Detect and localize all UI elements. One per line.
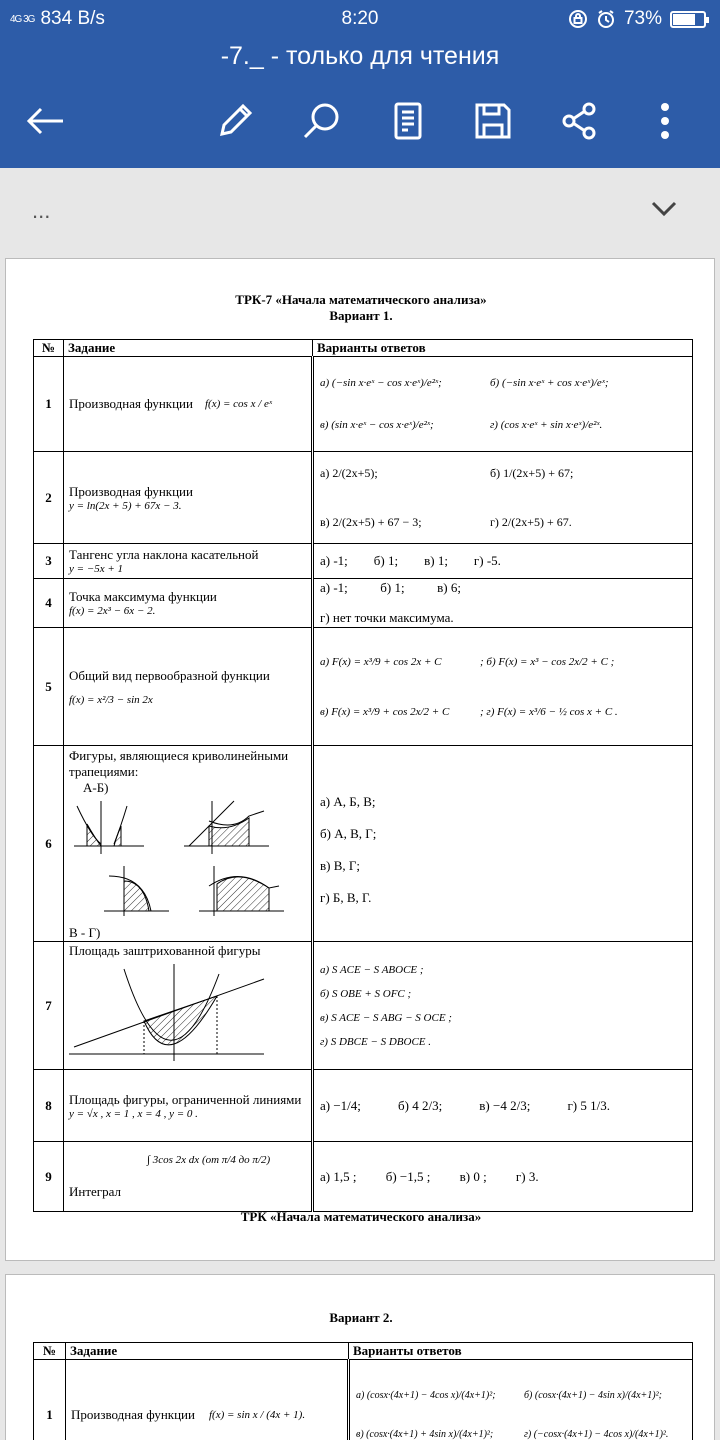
document-icon[interactable] (385, 98, 431, 144)
task-text: Точка максимума функции (69, 589, 217, 604)
task-formula: f(x) = cos x / eˣ (204, 398, 273, 410)
answer-g[interactable]: г) (cos x·eˣ + sin x·eˣ)/e²ˣ. (490, 419, 603, 431)
answer-a[interactable]: а) (−sin x·eˣ − cos x·eˣ)/e²ˣ; (320, 377, 442, 389)
table-row (34, 544, 693, 579)
trapezoid-graphs (69, 796, 304, 921)
answer-v[interactable]: в) (cosx·(4x+1) + 4sin x)/(4x+1)²; (356, 1428, 494, 1440)
page-title: ТРК-7 «Начала математического анализа» (235, 292, 487, 307)
header-task: Задание (64, 340, 313, 357)
answer-b[interactable]: б) (−sin x·eˣ + cos x·eˣ)/eˣ; (490, 377, 609, 389)
answer-options[interactable]: а) -1; б) 1; в) 6; (320, 580, 461, 595)
table-row (34, 942, 693, 1070)
header-num: № (34, 340, 64, 357)
network-speed: 834 B/s (40, 8, 105, 29)
task-text: Общий вид первообразной функции (69, 667, 270, 683)
task-formula: y = ln(2x + 5) + 67x − 3. (69, 499, 182, 512)
task-formula: y = √x , x = 1 , x = 4 , y = 0 . (69, 1107, 198, 1120)
answer-a[interactable]: а) F(x) = x³/9 + cos 2x + C (320, 655, 442, 668)
answer-a[interactable]: а) −1/4; (320, 1097, 361, 1113)
task-text: Площадь заштрихованной фигуры (69, 943, 261, 958)
variant-title: Вариант 1. (329, 308, 393, 323)
status-bar (0, 0, 720, 38)
share-icon[interactable] (556, 98, 602, 144)
document-page-1 (5, 258, 715, 1261)
answer-g[interactable]: г) S DBCE − S DBOCE . (320, 1035, 432, 1048)
task-text: Площадь фигуры, ограниченной линиями (69, 1091, 302, 1107)
figure-label-ab: А-Б) (83, 780, 109, 795)
answer-options[interactable]: а) 1,5 ; б) −1,5 ; в) 0 ; г) 3. (313, 1142, 693, 1212)
task-text: Производная функции (69, 396, 193, 411)
table-row (34, 1070, 693, 1142)
pencil-icon[interactable] (212, 98, 258, 144)
answer-b[interactable]: б) 1/(2x+5) + 67; (490, 465, 574, 480)
variant-title: Вариант 2. (329, 1310, 393, 1325)
save-icon[interactable] (470, 98, 516, 144)
figure-label-vg: В - Г) (69, 925, 101, 940)
page-footer: ТРК «Начала математического анализа» (240, 1209, 482, 1224)
answer-a[interactable]: а) (cosx·(4x+1) − 4cos x)/(4x+1)²; (356, 1389, 496, 1401)
row-number: 5 (34, 628, 64, 746)
task-text: Производная функции (71, 1406, 195, 1422)
task-text: Тангенс угла наклона касательной (69, 547, 259, 562)
test-table (33, 1342, 693, 1440)
task-text: Фигуры, являющиеся криволинейными трапециями: (69, 748, 289, 779)
task-formula: ∫ 3cos 2x dx (от π/4 до π/2) (147, 1153, 271, 1166)
document-page-2 (5, 1274, 715, 1440)
parabola-graph (69, 959, 269, 1064)
search-icon[interactable] (298, 98, 344, 144)
table-row (34, 628, 693, 746)
lock-icon (568, 9, 588, 29)
task-formula: f(x) = x²/3 − sin 2x (69, 693, 153, 706)
task-text: Интеграл (69, 1183, 121, 1199)
answer-g[interactable]: ; г) F(x) = x³/6 − ½ cos x + C . (480, 705, 618, 718)
battery-percent: 73% (623, 8, 662, 29)
row-number: 4 (34, 579, 64, 628)
task-formula: f(x) = sin x / (4x + 1). (208, 1408, 306, 1421)
row-number: 3 (34, 544, 64, 579)
answer-g[interactable]: г) (−cosx·(4x+1) − 4cos x)/(4x+1)². (524, 1428, 669, 1440)
test-table (33, 339, 693, 1212)
answer-a[interactable]: а) S ACE − S ABOCE ; (320, 963, 424, 976)
answer-g[interactable]: г) 5 1/3. (567, 1097, 610, 1113)
back-arrow-icon[interactable] (22, 98, 68, 144)
app-toolbar (0, 38, 720, 168)
header-answers: Варианты ответов (349, 1343, 693, 1360)
answer-b[interactable]: б) (cosx·(4x+1) − 4sin x)/(4x+1)²; (524, 1389, 662, 1401)
answer-v[interactable]: в) 2/(2x+5) + 67 − 3; (320, 514, 422, 529)
signal-indicator: 4G 3G (10, 13, 35, 25)
row-number: 9 (34, 1142, 64, 1212)
answer-g[interactable]: г) 2/(2x+5) + 67. (490, 514, 572, 529)
answer-v[interactable]: в) −4 2/3; (479, 1097, 531, 1113)
answer-options[interactable]: а) -1; б) 1; в) 1; г) -5. (313, 544, 693, 579)
answer-v[interactable]: в) В, Г; (320, 858, 361, 873)
answer-b[interactable]: ; б) F(x) = x³ − cos 2x/2 + C ; (480, 655, 615, 668)
row-number: 6 (34, 746, 64, 942)
chevron-down-icon[interactable] (650, 200, 678, 223)
answer-b[interactable]: б) S OBE + S OFC ; (320, 987, 412, 1000)
header-num: № (34, 1343, 66, 1360)
answer-v[interactable]: в) S ACE − S ABG − S OCE ; (320, 1011, 452, 1024)
answer-v[interactable]: в) F(x) = x³/9 + cos 2x/2 + C (320, 705, 450, 718)
answer-b[interactable]: б) 4 2/3; (398, 1097, 443, 1113)
battery-icon (670, 11, 706, 28)
more-options-label[interactable]: ... (32, 198, 51, 223)
document-title: -7._ - только для чтения (220, 42, 500, 70)
header-answers: Варианты ответов (313, 340, 693, 357)
table-row (34, 1360, 693, 1440)
task-formula: f(x) = 2x³ − 6x − 2. (69, 605, 156, 617)
page-navigation-bar (0, 168, 720, 256)
row-number: 2 (34, 452, 64, 544)
task-text: Производная функции (69, 483, 193, 499)
table-row (34, 579, 693, 628)
answer-b[interactable]: б) А, В, Г; (320, 826, 377, 841)
row-number: 7 (34, 942, 64, 1070)
table-row (34, 357, 693, 452)
row-number: 8 (34, 1070, 64, 1142)
clock: 8:20 (341, 8, 379, 29)
row-number: 1 (34, 1360, 66, 1440)
table-row (34, 1142, 693, 1212)
header-task: Задание (66, 1343, 349, 1360)
answer-a[interactable]: а) 2/(2x+5); (320, 465, 378, 480)
answer-g[interactable]: г) нет точки максимума. (320, 610, 454, 625)
row-number: 1 (34, 357, 64, 452)
answer-v[interactable]: в) (sin x·eˣ − cos x·eˣ)/e²ˣ; (320, 419, 434, 431)
task-formula: y = −5x + 1 (69, 563, 124, 575)
table-row (34, 746, 693, 942)
table-row (34, 452, 693, 544)
alarm-icon (596, 9, 616, 29)
answer-g[interactable]: г) Б, В, Г. (320, 890, 372, 905)
more-icon[interactable] (642, 98, 688, 144)
answer-a[interactable]: а) А, Б, В; (320, 794, 376, 809)
